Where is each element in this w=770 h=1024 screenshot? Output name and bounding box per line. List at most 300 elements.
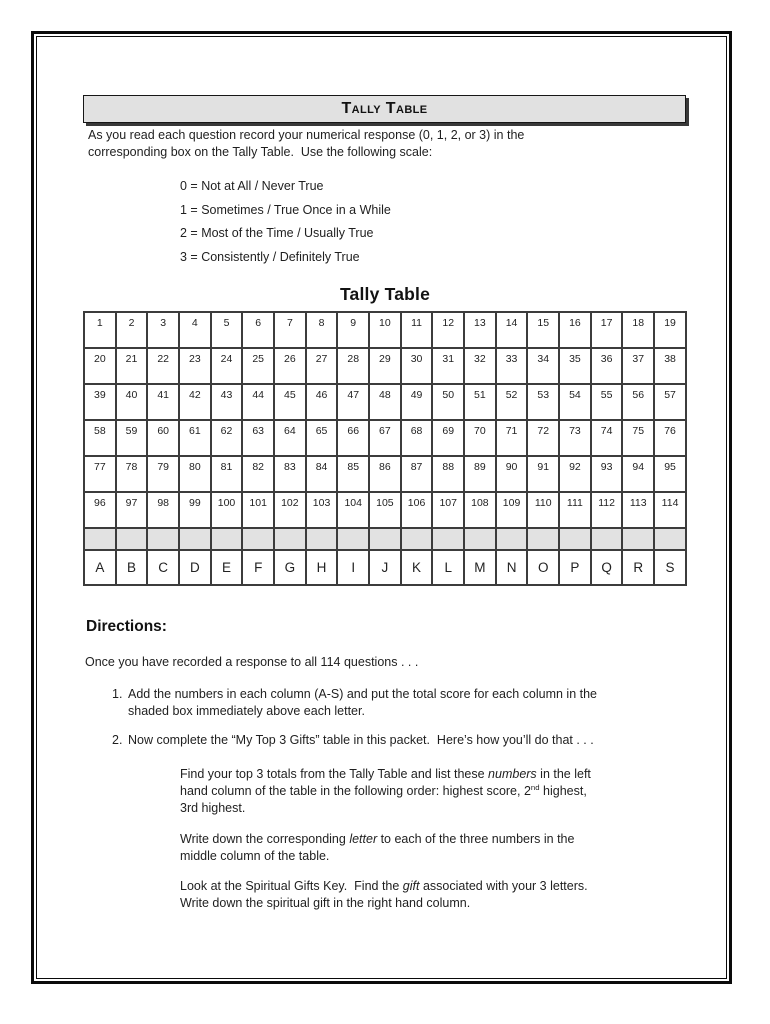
tally-cell[interactable] (591, 312, 623, 348)
question-number: 80 (189, 461, 201, 473)
tally-cell[interactable] (179, 456, 211, 492)
tally-cell[interactable] (622, 420, 654, 456)
tally-cell[interactable] (306, 492, 338, 528)
question-number: 46 (315, 389, 328, 401)
tally-cell[interactable] (654, 492, 686, 528)
item-2-text: Now complete the “My Top 3 Gifts” table in this packet. Here’s how you’ll do that . . . (128, 733, 594, 747)
response-scale-list (180, 178, 391, 272)
column-letter: J (381, 559, 389, 575)
question-number: 95 (664, 461, 676, 473)
tally-cell[interactable] (559, 492, 591, 528)
question-number: 66 (347, 425, 360, 437)
question-number: 1 (96, 317, 103, 329)
tally-table-body (84, 312, 686, 585)
question-number: 99 (189, 497, 201, 509)
question-number: 65 (315, 425, 328, 437)
question-number: 24 (220, 353, 233, 365)
question-number: 43 (220, 389, 233, 401)
tally-cell[interactable] (337, 348, 369, 384)
question-number: 4 (191, 317, 198, 329)
tally-cell[interactable] (591, 456, 623, 492)
tally-cell[interactable] (464, 384, 496, 420)
tally-cell[interactable] (527, 492, 559, 528)
question-number: 7 (286, 317, 293, 329)
tally-cell[interactable] (496, 312, 528, 348)
tally-cell[interactable] (527, 456, 559, 492)
column-letter: E (222, 559, 232, 575)
tally-cell[interactable] (432, 384, 464, 420)
total-cell[interactable] (401, 528, 433, 550)
total-cell[interactable] (654, 528, 686, 550)
question-number: 109 (502, 497, 521, 509)
tally-cell[interactable] (116, 492, 148, 528)
letter-cell (116, 550, 148, 585)
column-letter: K (412, 559, 422, 575)
tally-cell[interactable] (274, 420, 306, 456)
total-cell[interactable] (274, 528, 306, 550)
letter-cell (242, 550, 274, 585)
tally-cell[interactable] (432, 492, 464, 528)
tally-row (84, 420, 686, 456)
question-number: 32 (474, 353, 486, 365)
question-number: 64 (284, 425, 296, 437)
question-number: 9 (350, 317, 357, 329)
tally-cell[interactable] (337, 312, 369, 348)
tally-cell[interactable] (622, 456, 654, 492)
tally-cell[interactable] (496, 492, 528, 528)
question-number: 91 (537, 461, 550, 473)
question-number: 40 (125, 389, 138, 401)
question-number: 6 (255, 317, 262, 329)
tally-cell[interactable] (432, 348, 464, 384)
tally-cell[interactable] (622, 348, 654, 384)
question-number: 90 (505, 461, 518, 473)
tally-cell[interactable] (147, 456, 179, 492)
tally-cell[interactable] (559, 384, 591, 420)
question-number: 75 (632, 425, 645, 437)
tally-cell[interactable] (116, 456, 148, 492)
question-number: 15 (537, 317, 550, 329)
question-number: 29 (379, 353, 391, 365)
question-number: 72 (537, 425, 550, 437)
sub-paragraph-write-letter: Write down the corresponding letter to each of the three numbers in the middle column of the table. (180, 832, 575, 863)
tally-cell[interactable] (179, 348, 211, 384)
question-number: 94 (632, 461, 645, 473)
tally-cell[interactable] (179, 384, 211, 420)
tally-cell[interactable] (559, 312, 591, 348)
tally-cell[interactable] (622, 312, 654, 348)
question-number: 36 (600, 353, 613, 365)
question-number: 81 (220, 461, 233, 473)
column-letter: S (665, 559, 675, 575)
question-number: 42 (189, 389, 201, 401)
letters-row (84, 550, 686, 585)
question-number: 61 (189, 425, 201, 437)
column-letter: D (189, 559, 200, 575)
question-number: 96 (93, 497, 106, 509)
question-number: 63 (252, 425, 265, 437)
tally-cell[interactable] (432, 456, 464, 492)
question-number: 17 (600, 317, 613, 329)
total-cell[interactable] (147, 528, 179, 550)
question-number: 105 (376, 497, 394, 509)
tally-cell[interactable] (147, 384, 179, 420)
scale-item-3: 3 = Consistently / Definitely True (180, 249, 360, 264)
sub-paragraph-gifts-key: Look at the Spiritual Gifts Key. Find the gift associated with your 3 letters. Write down the spiritual gift in the right hand column. (180, 879, 588, 910)
question-number: 79 (157, 461, 170, 473)
tally-cell[interactable] (591, 384, 623, 420)
question-number: 97 (125, 497, 138, 509)
question-number: 86 (379, 461, 391, 473)
tally-row (84, 492, 686, 528)
tally-cell[interactable] (369, 384, 401, 420)
question-number: 83 (284, 461, 296, 473)
tally-cell[interactable] (211, 348, 243, 384)
tally-cell[interactable] (591, 420, 623, 456)
total-cell[interactable] (116, 528, 148, 550)
letter-cell (496, 550, 528, 585)
tally-cell[interactable] (464, 420, 496, 456)
direction-item-2 (112, 732, 706, 749)
column-letter: P (570, 559, 580, 575)
letter-cell (432, 550, 464, 585)
tally-cell[interactable] (242, 348, 274, 384)
letter-cell (559, 550, 591, 585)
tally-cell[interactable] (116, 420, 148, 456)
question-number: 50 (442, 389, 455, 401)
question-number: 16 (569, 317, 581, 329)
question-number: 114 (661, 497, 679, 509)
directions-lead: Once you have recorded a response to all 114 questions . . . (85, 655, 419, 669)
question-number: 55 (600, 389, 613, 401)
item-1-text: Add the numbers in each column (A-S) and put the total score for each column in the shaded box immediately above each letter. (128, 687, 598, 718)
tally-cell[interactable] (527, 348, 559, 384)
question-number: 30 (410, 353, 423, 365)
question-number: 110 (534, 497, 552, 509)
tally-cell[interactable] (84, 348, 116, 384)
question-number: 76 (664, 425, 676, 437)
tally-cell[interactable] (337, 492, 369, 528)
tally-cell[interactable] (369, 456, 401, 492)
question-number: 37 (632, 353, 645, 365)
tally-cell[interactable] (337, 456, 369, 492)
question-number: 58 (93, 425, 106, 437)
tally-cell[interactable] (591, 492, 623, 528)
letter-cell (179, 550, 211, 585)
tally-cell[interactable] (84, 420, 116, 456)
tally-cell[interactable] (496, 420, 528, 456)
tally-cell[interactable] (179, 492, 211, 528)
tally-row (84, 456, 686, 492)
total-cell[interactable] (179, 528, 211, 550)
question-number: 60 (157, 425, 170, 437)
tally-table-banner (83, 95, 686, 123)
tally-cell[interactable] (274, 384, 306, 420)
total-cell[interactable] (337, 528, 369, 550)
tally-row (84, 312, 686, 348)
total-cell[interactable] (622, 528, 654, 550)
tally-cell[interactable] (401, 348, 433, 384)
tally-cell[interactable] (211, 384, 243, 420)
question-number: 106 (407, 497, 426, 509)
question-number: 51 (474, 389, 486, 401)
tally-cell[interactable] (496, 348, 528, 384)
tally-cell[interactable] (84, 384, 116, 420)
question-number: 77 (93, 461, 106, 473)
tally-cell[interactable] (84, 312, 116, 348)
question-number: 19 (664, 317, 676, 329)
question-number: 84 (315, 461, 328, 473)
banner-title: Tally Table (341, 100, 428, 117)
question-number: 111 (566, 497, 583, 509)
question-number: 34 (537, 353, 550, 365)
tally-cell[interactable] (401, 420, 433, 456)
intro-paragraph: As you read each question record your numerical response (0, 1, 2, or 3) in the corresponding box on the Tally Table. Use the following scale: (88, 128, 525, 159)
question-number: 103 (312, 497, 331, 509)
tally-cell[interactable] (559, 420, 591, 456)
tally-cell[interactable] (306, 384, 338, 420)
tally-cell[interactable] (116, 312, 148, 348)
question-number: 38 (664, 353, 676, 365)
question-number: 41 (157, 389, 170, 401)
tally-cell[interactable] (369, 492, 401, 528)
question-number: 54 (569, 389, 581, 401)
scale-item-1: 1 = Sometimes / True Once in a While (180, 202, 391, 217)
tally-cell[interactable] (274, 456, 306, 492)
question-number: 107 (439, 497, 457, 509)
letter-cell (527, 550, 559, 585)
question-number: 10 (379, 317, 391, 329)
question-number: 44 (252, 389, 265, 401)
tally-cell[interactable] (401, 312, 433, 348)
question-number: 88 (442, 461, 455, 473)
column-letter: F (254, 559, 263, 575)
tally-cell[interactable] (211, 492, 243, 528)
tally-cell[interactable] (147, 348, 179, 384)
letter-cell (306, 550, 338, 585)
question-number: 71 (505, 425, 518, 437)
letter-cell (274, 550, 306, 585)
question-number: 56 (632, 389, 645, 401)
question-number: 52 (505, 389, 518, 401)
question-number: 93 (600, 461, 613, 473)
tally-cell[interactable] (337, 420, 369, 456)
item-1-number: 1. (112, 687, 123, 701)
tally-cell[interactable] (654, 420, 686, 456)
column-letter: L (444, 559, 452, 575)
tally-cell[interactable] (432, 312, 464, 348)
letter-cell (84, 550, 116, 585)
total-cell[interactable] (496, 528, 528, 550)
question-number: 26 (284, 353, 296, 365)
tally-cell[interactable] (654, 348, 686, 384)
tally-cell[interactable] (274, 492, 306, 528)
question-number: 23 (189, 353, 201, 365)
question-number: 89 (474, 461, 486, 473)
question-number: 67 (379, 425, 391, 437)
question-number: 31 (442, 353, 455, 365)
tally-cell[interactable] (242, 384, 274, 420)
tally-cell[interactable] (116, 384, 148, 420)
tally-cell[interactable] (401, 456, 433, 492)
tally-table-title: Tally Table (339, 284, 431, 304)
letter-cell (211, 550, 243, 585)
question-number: 100 (217, 497, 236, 509)
question-number: 13 (474, 317, 486, 329)
question-number: 39 (93, 389, 106, 401)
question-number: 92 (569, 461, 581, 473)
question-number: 98 (157, 497, 170, 509)
tally-cell[interactable] (401, 384, 433, 420)
tally-cell[interactable] (527, 420, 559, 456)
letter-cell (654, 550, 686, 585)
column-letter: M (474, 559, 486, 575)
question-number: 73 (569, 425, 581, 437)
tally-cell[interactable] (464, 348, 496, 384)
letter-cell (337, 550, 369, 585)
question-number: 2 (128, 317, 135, 329)
total-cell[interactable] (84, 528, 116, 550)
column-letter: A (95, 559, 105, 575)
question-number: 87 (410, 461, 423, 473)
question-number: 14 (505, 317, 518, 329)
tally-cell[interactable] (337, 384, 369, 420)
question-number: 70 (474, 425, 486, 437)
question-number: 28 (347, 353, 360, 365)
tally-row (84, 348, 686, 384)
tally-cell[interactable] (432, 420, 464, 456)
tally-cell[interactable] (496, 456, 528, 492)
tally-cell[interactable] (211, 456, 243, 492)
total-cell[interactable] (369, 528, 401, 550)
item-2-number: 2. (112, 733, 123, 747)
question-number: 12 (442, 317, 455, 329)
tally-cell[interactable] (84, 456, 116, 492)
question-number: 108 (471, 497, 489, 509)
tally-cell[interactable] (559, 456, 591, 492)
letter-cell (147, 550, 179, 585)
question-number: 35 (569, 353, 581, 365)
tally-cell[interactable] (274, 312, 306, 348)
tally-cell[interactable] (401, 492, 433, 528)
total-cell[interactable] (432, 528, 464, 550)
question-number: 59 (125, 425, 138, 437)
tally-cell[interactable] (369, 348, 401, 384)
direction-item-1 (112, 686, 706, 720)
tally-cell[interactable] (654, 384, 686, 420)
question-number: 20 (93, 353, 106, 365)
question-number: 101 (249, 497, 267, 509)
question-number: 113 (629, 497, 647, 509)
question-number: 3 (160, 317, 167, 329)
tally-cell[interactable] (464, 456, 496, 492)
scale-item-2: 2 = Most of the Time / Usually True (180, 226, 374, 240)
tally-cell[interactable] (274, 348, 306, 384)
column-letter: Q (601, 559, 612, 575)
letter-cell (622, 550, 654, 585)
tally-cell[interactable] (464, 312, 496, 348)
question-number: 74 (600, 425, 613, 437)
tally-cell[interactable] (179, 420, 211, 456)
tally-cell[interactable] (147, 312, 179, 348)
total-cell[interactable] (591, 528, 623, 550)
tally-cell[interactable] (622, 384, 654, 420)
tally-table-grid (83, 311, 687, 586)
question-number: 82 (252, 461, 265, 473)
tally-cell[interactable] (654, 456, 686, 492)
column-letter: C (158, 559, 169, 575)
tally-cell[interactable] (147, 420, 179, 456)
tally-cell[interactable] (369, 312, 401, 348)
tally-cell[interactable] (306, 456, 338, 492)
tally-cell[interactable] (622, 492, 654, 528)
total-cell[interactable] (559, 528, 591, 550)
tally-cell[interactable] (242, 492, 274, 528)
question-number: 25 (252, 353, 265, 365)
tally-cell[interactable] (242, 456, 274, 492)
question-number: 78 (125, 461, 138, 473)
question-number: 69 (442, 425, 455, 437)
question-number: 85 (347, 461, 360, 473)
question-number: 57 (664, 389, 676, 401)
column-letter: N (506, 559, 517, 575)
question-number: 11 (411, 317, 422, 329)
total-cell[interactable] (306, 528, 338, 550)
tally-cell[interactable] (211, 420, 243, 456)
question-number: 62 (220, 425, 233, 437)
tally-cell[interactable] (591, 348, 623, 384)
tally-cell[interactable] (306, 420, 338, 456)
tally-cell[interactable] (116, 348, 148, 384)
column-letter: O (537, 559, 549, 575)
tally-cell[interactable] (464, 492, 496, 528)
tally-cell[interactable] (242, 312, 274, 348)
question-number: 102 (281, 497, 299, 509)
tally-cell[interactable] (306, 312, 338, 348)
tally-row (84, 384, 686, 420)
tally-cell[interactable] (147, 492, 179, 528)
tally-cell[interactable] (242, 420, 274, 456)
scale-item-0: 0 = Not at All / Never True (180, 179, 324, 193)
question-number: 68 (410, 425, 423, 437)
tally-cell[interactable] (496, 384, 528, 420)
tally-cell[interactable] (559, 348, 591, 384)
letter-cell (591, 550, 623, 585)
question-number: 48 (379, 389, 391, 401)
tally-cell[interactable] (527, 384, 559, 420)
total-cell[interactable] (211, 528, 243, 550)
column-letter: I (351, 559, 356, 575)
tally-cell[interactable] (654, 312, 686, 348)
tally-cell[interactable] (211, 312, 243, 348)
tally-cell[interactable] (369, 420, 401, 456)
total-cell[interactable] (527, 528, 559, 550)
column-letter: G (284, 559, 296, 575)
directions-heading: Directions: (86, 618, 167, 635)
column-letter: R (633, 559, 644, 575)
question-number: 49 (410, 389, 423, 401)
totals-row (84, 528, 686, 550)
total-cell[interactable] (242, 528, 274, 550)
tally-cell[interactable] (306, 348, 338, 384)
question-number: 22 (157, 353, 170, 365)
question-number: 27 (315, 353, 328, 365)
question-number: 8 (318, 317, 325, 329)
tally-cell[interactable] (84, 492, 116, 528)
tally-cell[interactable] (527, 312, 559, 348)
total-cell[interactable] (464, 528, 496, 550)
tally-cell[interactable] (179, 312, 211, 348)
